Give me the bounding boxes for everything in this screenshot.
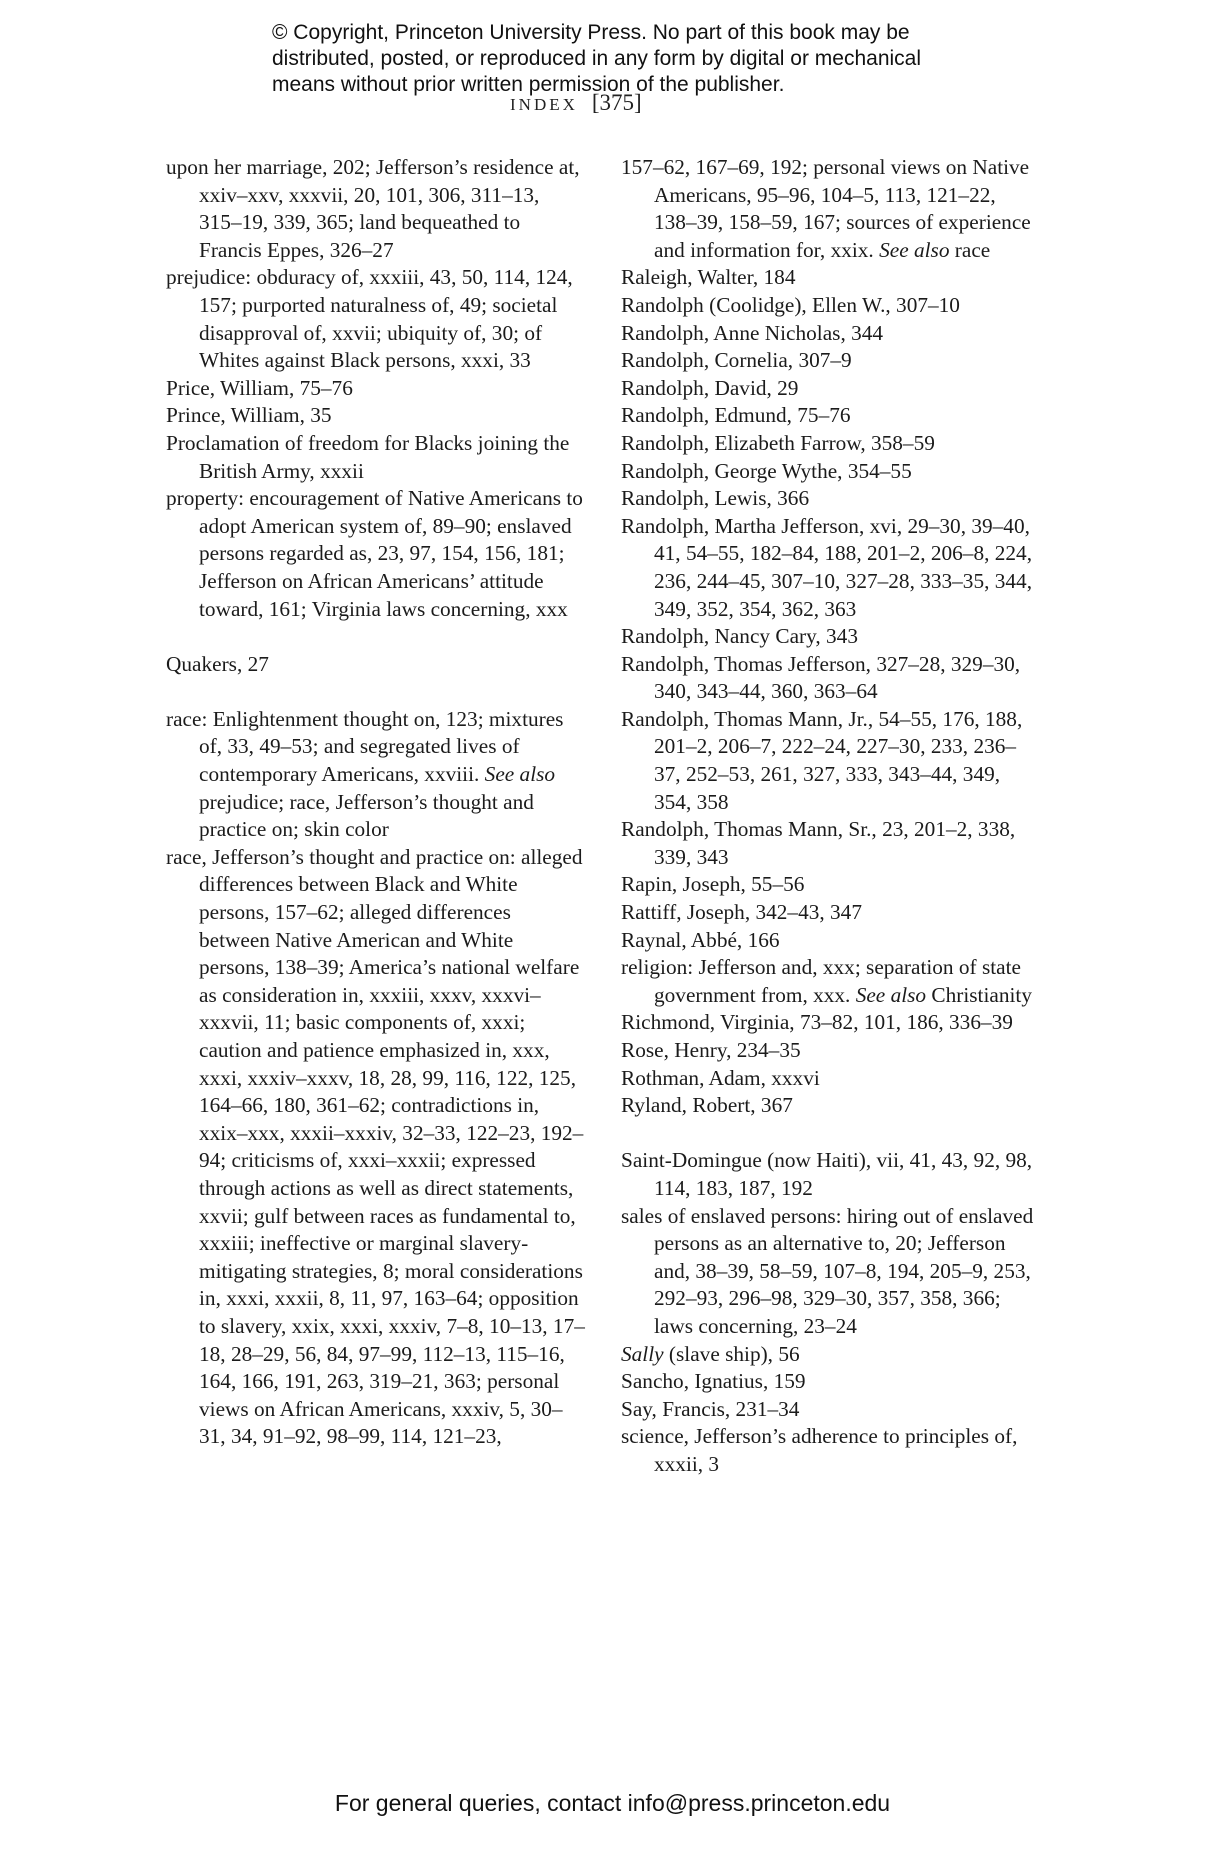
running-head-label: INDEX [510, 95, 578, 114]
index-entry: Randolph (Coolidge), Ellen W., 307–10 [621, 292, 960, 317]
index-entry: Randolph, George Wythe, 354–55 [621, 458, 912, 483]
copyright-line: means without prior written permission of the publisher. [272, 73, 785, 96]
index-entry: sales of enslaved persons: hiring out of enslaved persons as an alternative to, 20; Jefferson and, 38–39, 58–59, 107–8, 194, 205–9, 253, 292–93, 296–98, 329–30, 357, 358, 366; laws concerning, 23–24 [621, 1203, 1034, 1338]
index-entry: religion: Jefferson and, xxx; separation of state government from, xxx. See also Christianity [621, 955, 1032, 1007]
index-entry: 157–62, 167–69, 192; personal views on Native Americans, 95–96, 104–5, 113, 121–22, 138–39, 158–59, 167; sources of experience and information for, xxix. See also race [621, 155, 1031, 262]
index-entry: race, Jefferson’s thought and practice on: alleged differences between Black and White persons, 157–62; alleged differences between Native American and White persons, 138–39; America’s national welfare as consideration in, xxxiii, xxxv, xxxvi–xxxvii, 11; basic components of, xxxi; caution and patience emphasized in, xxx, xxxi, xxxiv–xxxv, 18, 28, 99, 116, 122, 125, 164–66, 180, 361–62; contradictions in, xxix–xxx, xxxii–xxxiv, 32–33, 122–23, 192–94; criticisms of, xxxi–xxxii; expressed through actions as well as direct statements, xxvii; gulf between races as fundamental to, xxxiii; ineffective or marginal slavery-mitigating strategies, 8; moral considerations in, xxxi, xxxii, 8, 11, 97, 163–64; opposition to slavery, xxix, xxxi, xxxiv, 7–8, 10–13, 17–18, 28–29, 56, 84, 97–99, 112–13, 115–16, 164, 166, 191, 263, 319–21, 363; personal views on African Americans, xxxiv, 5, 30–31, 34, 91–92, 98–99, 114, 121–23, [166, 844, 585, 1449]
index-entry: Raynal, Abbé, 166 [621, 927, 780, 952]
index-entry: prejudice: obduracy of, xxxiii, 43, 50, 114, 124, 157; purported naturalness of, 49; societal disapproval of, xxvii; ubiquity of, 30; of Whites against Black persons, xxxi, 33 [166, 265, 573, 373]
copyright-line: © Copyright, Princeton University Press. No part of this book may be [272, 21, 910, 44]
index-entry: Prince, William, 35 [166, 403, 332, 428]
index-entry: Rapin, Joseph, 55–56 [621, 872, 805, 897]
index-entry: Richmond, Virginia, 73–82, 101, 186, 336–39 [621, 1010, 1013, 1035]
page-number: [375] [591, 90, 642, 115]
index-entry: Randolph, Lewis, 366 [621, 486, 810, 511]
index-entry: Rattiff, Joseph, 342–43, 347 [621, 900, 862, 925]
index-entry: Price, William, 75–76 [166, 375, 353, 400]
letter-gap [166, 678, 586, 706]
index-entry: Ryland, Robert, 367 [621, 1093, 793, 1118]
index-entry: Randolph, David, 29 [621, 375, 799, 400]
index-entry: Randolph, Elizabeth Farrow, 358–59 [621, 430, 935, 455]
letter-gap [166, 623, 586, 651]
index-entry: science, Jefferson’s adherence to principles of, xxxii, 3 [621, 1424, 1018, 1476]
index-entry: Randolph, Nancy Cary, 343 [621, 624, 858, 649]
index-column-left [166, 154, 586, 1451]
index-entry: Saint-Domingue (now Haiti), vii, 41, 43, 92, 98, 114, 183, 187, 192 [621, 1148, 1033, 1200]
index-entry: Rose, Henry, 234–35 [621, 1038, 801, 1062]
running-head [510, 90, 642, 116]
letter-gap [621, 1120, 1041, 1148]
index-entry: property: encouragement of Native Americans to adopt American system of, 89–90; enslaved persons regarded as, 23, 97, 154, 156, 181; Jefferson on African Americans’ attitude toward, 161; Virginia laws concerning, xxx [166, 486, 583, 621]
index-entry: Randolph, Edmund, 75–76 [621, 403, 851, 428]
index-entry: Randolph, Cornelia, 307–9 [621, 348, 852, 373]
copyright-notice [272, 20, 1032, 98]
index-entry: Sancho, Ignatius, 159 [621, 1369, 806, 1394]
index-column-right [621, 154, 1041, 1479]
index-entry: race: Enlightenment thought on, 123; mixtures of, 33, 49–53; and segregated lives of contemporary Americans, xxviii. See also prejudice; race, Jefferson’s thought and practice on; skin color [166, 706, 564, 842]
index-entry: upon her marriage, 202; Jefferson’s residence at, xxiv–xxv, xxxvii, 20, 101, 306, 311–13, 315–19, 339, 365; land bequeathed to Francis Eppes, 326–27 [166, 155, 580, 262]
index-entry: Quakers, 27 [166, 651, 269, 676]
index-entry: Proclamation of freedom for Blacks joining the British Army, xxxii [166, 430, 570, 483]
index-entry: Randolph, Martha Jefferson, xvi, 29–30, 39–40, 41, 54–55, 182–84, 188, 201–2, 206–8, 224, 236, 244–45, 307–10, 327–28, 333–35, 344, 349, 352, 354, 362, 363 [621, 513, 1033, 621]
index-entry: Randolph, Thomas Mann, Jr., 54–55, 176, 188, 201–2, 206–7, 222–24, 227–30, 233, 236–37, 252–53, 261, 327, 333, 343–44, 349, 354, 358 [621, 706, 1023, 814]
index-entry: Randolph, Thomas Mann, Sr., 23, 201–2, 338, 339, 343 [621, 817, 1016, 869]
index-entry: Say, Francis, 231–34 [621, 1396, 800, 1421]
index-entry: Sally (slave ship), 56 [621, 1341, 800, 1366]
footer-contact: For general queries, contact info@press.princeton.edu [334, 1790, 891, 1816]
index-entry: Randolph, Anne Nicholas, 344 [621, 320, 884, 345]
copyright-line: distributed, posted, or reproduced in any form by digital or mechanical [272, 47, 922, 70]
index-entry: Rothman, Adam, xxxvi [621, 1065, 820, 1090]
index-entry: Raleigh, Walter, 184 [621, 265, 796, 290]
index-entry: Randolph, Thomas Jefferson, 327–28, 329–30, 340, 343–44, 360, 363–64 [621, 651, 1021, 704]
